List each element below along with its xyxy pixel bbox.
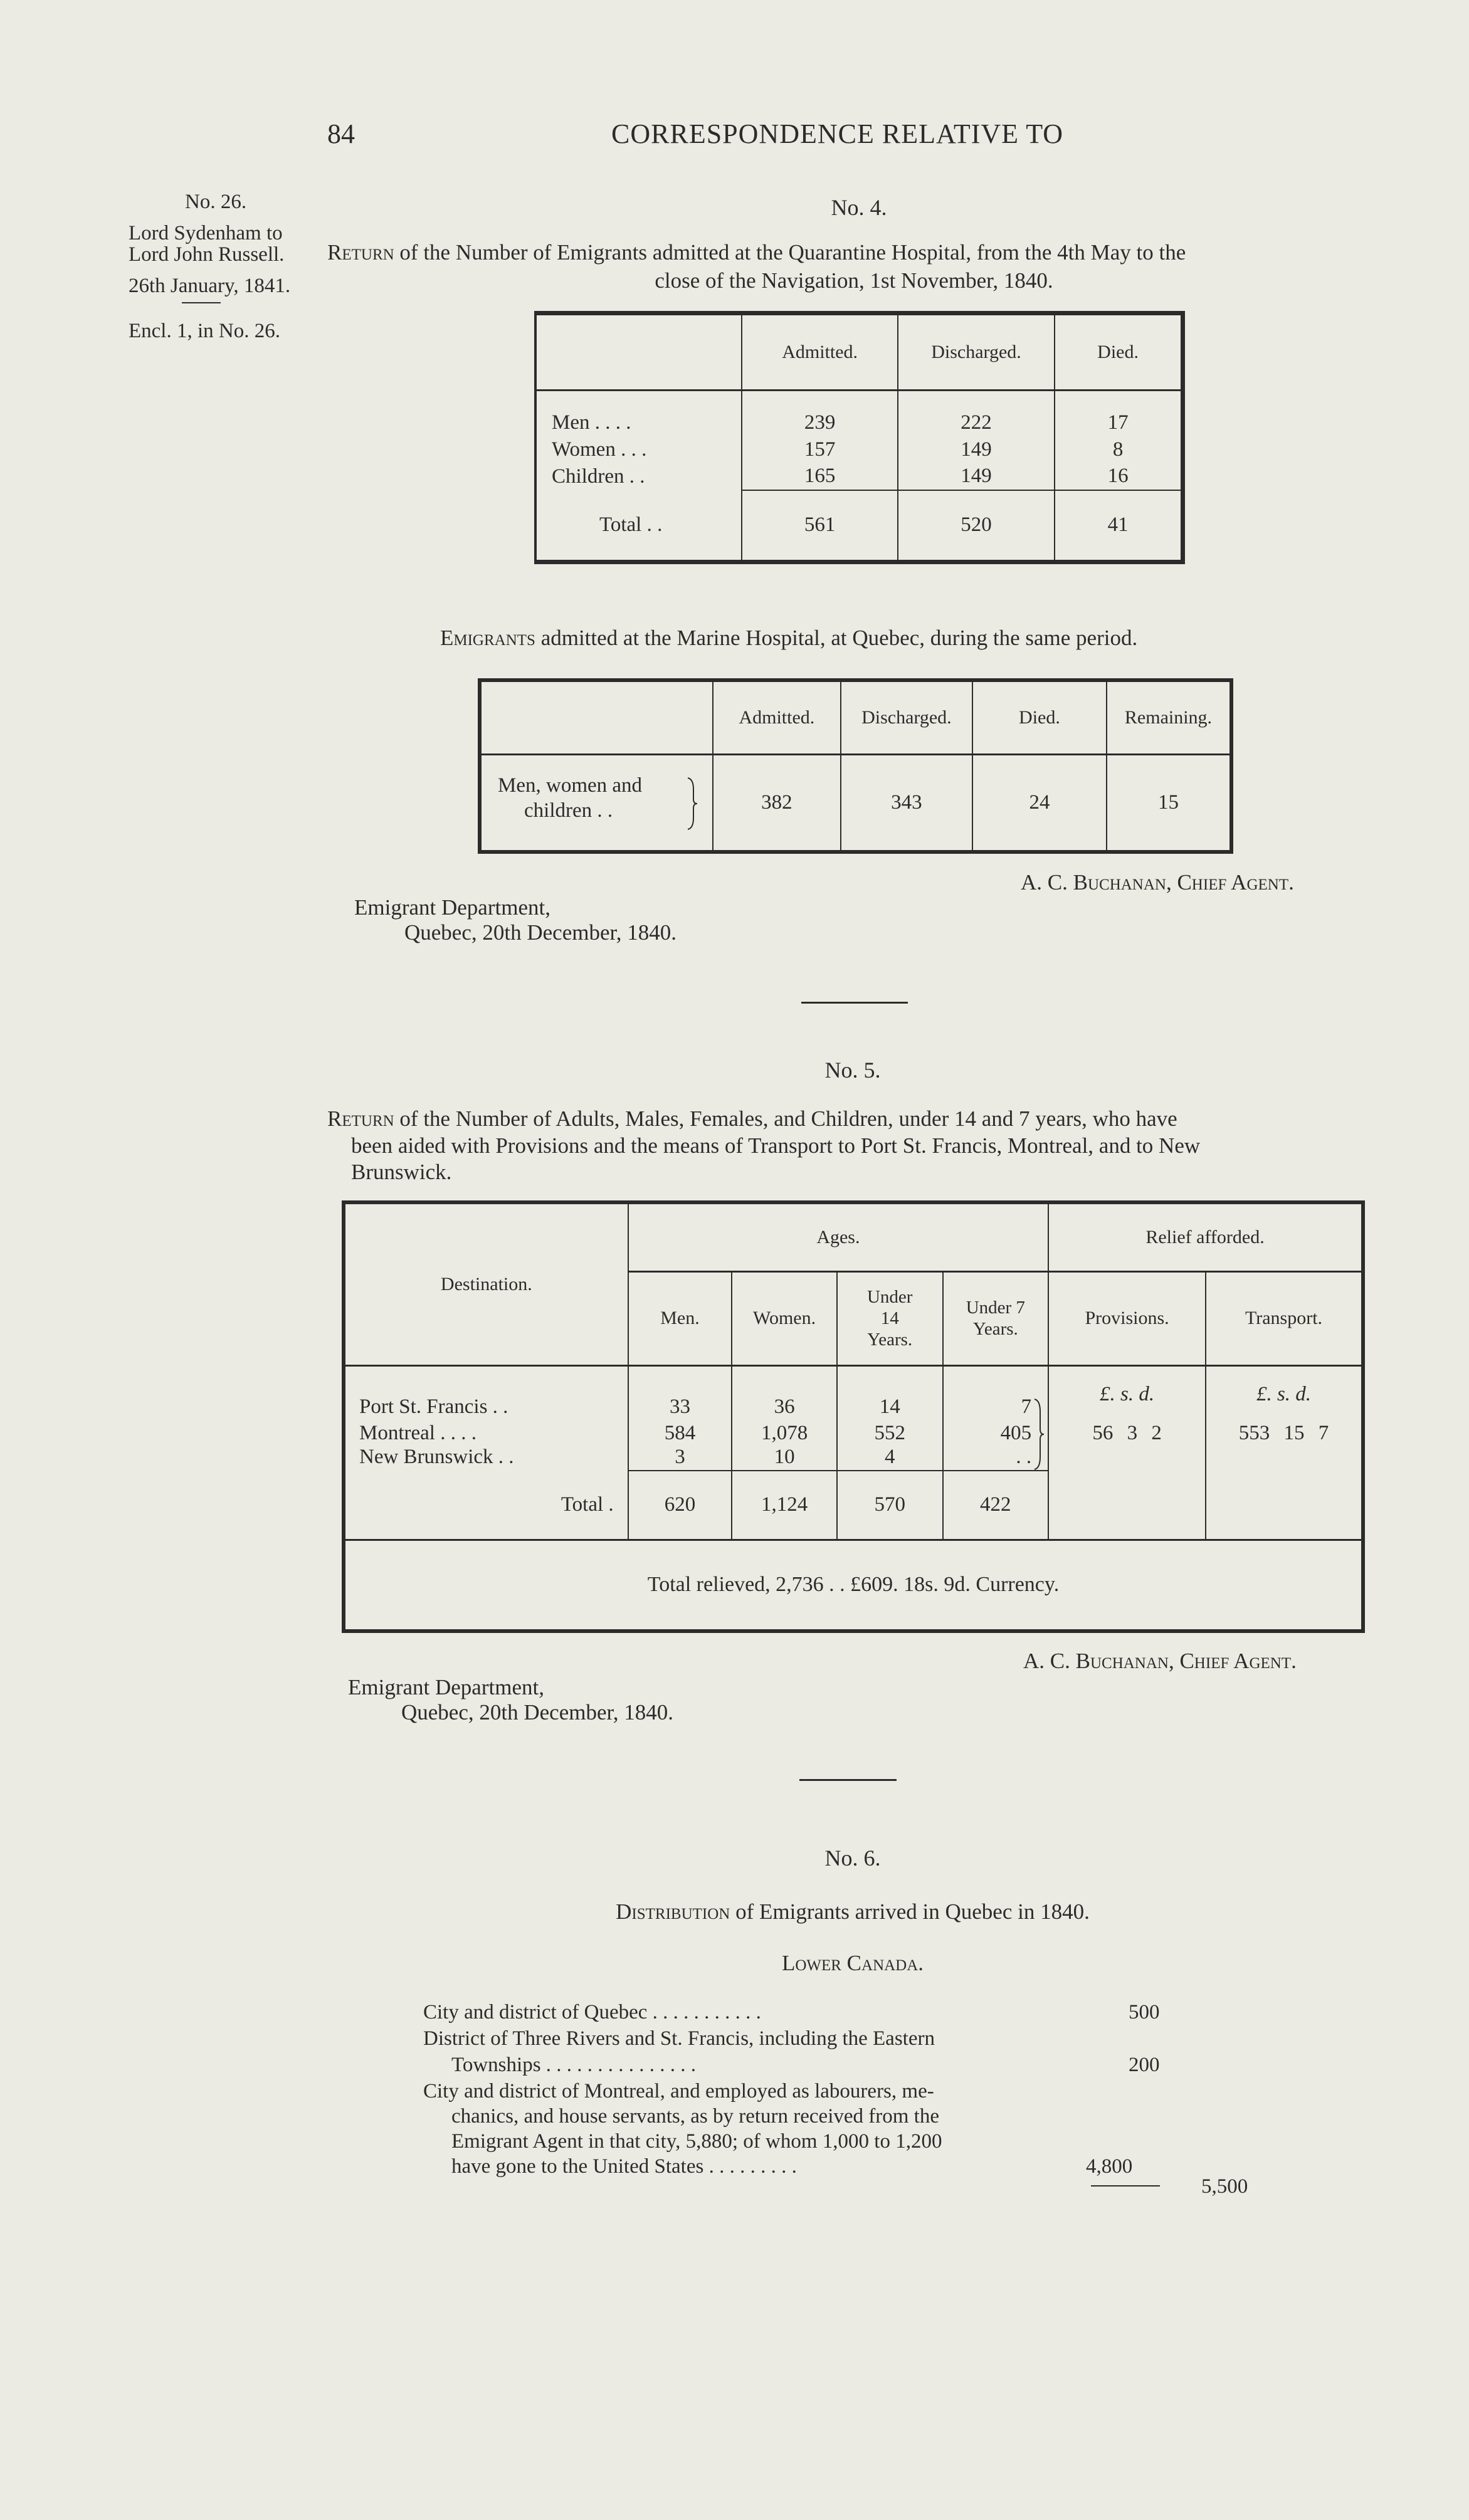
t2-remaining: 15 [1107,754,1231,852]
t3-transport-units: £. s. d. [1256,1382,1312,1405]
t1-women-died: 8 [1055,436,1182,463]
t3-men-col [628,1365,732,1471]
t3-row-total [344,1471,1363,1540]
t3-label-port-st-francis: Port St. Francis . . [359,1395,508,1418]
t3-provisions-value: 56 3 2 [1092,1421,1162,1444]
t3-total-under7: 422 [943,1471,1049,1540]
margin-enclosure: Encl. 1, in No. 26. [129,320,280,342]
t2-died: 24 [972,754,1107,852]
t3-footer: Total relieved, 2,736 . . £609. 18s. 9d. Currency. [647,1573,1060,1597]
t3-header-destination: Destination. [344,1202,628,1365]
section5-number: No. 5. [824,1058,881,1083]
margin-doc-number: No. 26. [185,191,247,213]
t3-under14-nb: 4 [884,1445,895,1468]
running-title: CORRESPONDENCE RELATIVE TO [611,118,1064,149]
marine-caption-text: admitted at the Marine Hospital, at Quebec, during the same period. [535,626,1138,650]
section4-dept-line2: Quebec, 20th December, 1840. [404,920,677,945]
section-divider-2 [799,1779,897,1781]
section6-caption-text: of Emigrants arrived in Quebec in 1840. [730,1899,1090,1924]
section4-caption-line2: close of the Navigation, 1st November, 1840. [655,268,1053,293]
dist-line-three-rivers: District of Three Rivers and St. Francis, including the Eastern [423,2027,935,2050]
section6-subhead: Lower Canada. [781,1951,924,1975]
dist-total: 5,500 [1201,2175,1248,2198]
t2-discharged: 343 [841,754,972,852]
section5-dept-line1: Emigrant Department, [348,1675,544,1699]
quarantine-table [534,311,1185,564]
t3-labels [344,1365,628,1471]
t3-under7-nb: . . [1016,1445,1032,1468]
t1-row-men [535,409,1183,436]
dist-sum-rule [1091,2185,1160,2187]
t3-transport-col [1206,1365,1363,1471]
t2-header-died: Died. [972,680,1107,754]
t3-header-transport: Transport. [1206,1271,1363,1365]
dist-line-montreal-4: have gone to the United States . . . . . . . . . [451,2155,797,2178]
t1-label-men: Men . . . . [552,411,631,434]
t3-total-provisions-empty [1048,1471,1206,1540]
margin-from: Lord Sydenham to [129,222,283,244]
t1-label-total: Total . . [599,513,663,536]
t2-row [480,754,1231,852]
t1-label-children: Children . . [552,465,645,488]
section6-caption [439,1899,1266,1924]
t1-row-total [535,490,1183,562]
t3-under14-montreal: 552 [874,1421,905,1444]
t3-women-nb: 10 [774,1445,795,1468]
dist-line-townships: Townships . . . . . . . . . . . . . . . [451,2054,697,2076]
t1-children-admitted: 165 [742,463,897,490]
section-divider [801,1002,908,1004]
dist-value-townships: 200 [1129,2054,1160,2076]
t3-footer-row [344,1540,1363,1631]
t1-total-admitted: 561 [742,490,897,562]
t1-row-children [535,463,1183,490]
t1-header-admitted: Admitted. [742,313,897,391]
t3-under14-port: 14 [879,1395,900,1418]
dist-line-quebec: City and district of Quebec . . . . . . . . . . . [423,2001,761,2024]
section5-caption-text: of the Number of Adults, Males, Females, and Children, under 14 and 7 years, who have [394,1106,1177,1131]
t3-header-women: Women. [732,1271,837,1365]
t1-men-died: 17 [1055,409,1182,436]
section4-signature: A. C. Buchanan, Chief Agent. [1021,870,1294,895]
t3-body [344,1365,1363,1471]
t3-total-under14: 570 [837,1471,943,1540]
t1-women-admitted: 157 [742,436,897,463]
section4-caption-text: of the Number of Emigrants admitted at the Quarantine Hospital, from the 4th May to the [394,240,1186,265]
t2-label-line1: Men, women and [498,774,643,797]
marine-caption [440,626,1137,651]
t3-men-port: 33 [669,1395,690,1418]
t3-header-under14: Under 14 Years. [837,1271,943,1365]
t2-row-label [480,754,713,852]
t3-header-ages: Ages. [628,1202,1048,1271]
section5-caption-lead: Return [327,1106,394,1131]
t3-total-women: 1,124 [732,1471,837,1540]
section5-caption-line3: Brunswick. [351,1160,452,1184]
t3-men-nb: 3 [675,1445,685,1468]
t2-brace-icon [686,777,698,831]
t1-header-discharged: Discharged. [898,313,1055,391]
t3-under7-col [943,1365,1049,1471]
t1-header-died: Died. [1055,313,1182,391]
t3-under7-montreal: 405 [1000,1421,1032,1444]
dist-value-quebec: 500 [1129,2001,1160,2024]
t3-header-men: Men. [628,1271,732,1365]
section5-signature: A. C. Buchanan, Chief Agent. [1023,1649,1297,1673]
t2-corner [480,680,713,754]
margin-date: 26th January, 1841. [129,275,291,297]
dist-value-montreal: 4,800 [1086,2155,1133,2178]
section5-caption-line2: been aided with Provisions and the means of Transport to Port St. Francis, Montreal, and to New [351,1133,1201,1158]
t3-label-total: Total . [344,1471,628,1540]
t3-women-montreal: 1,078 [761,1421,808,1444]
t1-corner [535,313,742,391]
margin-to: Lord John Russell. [129,243,285,266]
t3-provisions-col [1048,1365,1206,1471]
t3-women-port: 36 [774,1395,795,1418]
section5-caption-line1 [327,1106,1177,1131]
t1-row-women [535,436,1183,463]
t1-children-discharged: 149 [898,463,1055,490]
section5-dept-line2: Quebec, 20th December, 1840. [401,1700,673,1725]
section4-caption-line1 [327,240,1186,265]
t3-total-men: 620 [628,1471,732,1540]
t3-total-transport-empty [1206,1471,1363,1540]
t3-under7-port: 7 [1021,1395,1032,1418]
t3-header-under7: Under 7 Years. [943,1271,1049,1365]
dist-line-montreal-2: chanics, and house servants, as by return received from the [451,2105,939,2128]
page-number: 84 [327,118,355,149]
t2-header-discharged: Discharged. [841,680,972,754]
t3-men-montreal: 584 [664,1421,696,1444]
marine-caption-lead: Emigrants [440,626,535,650]
t2-label-line2: children . . [524,799,613,822]
section6-number: No. 6. [824,1845,881,1871]
t3-women-col [732,1365,837,1471]
t3-under14-col [837,1365,943,1471]
marine-table [478,678,1233,854]
section4-caption-lead: Return [327,240,394,265]
section4-number: No. 4. [831,195,887,220]
dist-line-montreal-3: Emigrant Agent in that city, 5,880; of whom 1,000 to 1,200 [451,2130,942,2153]
section6-caption-lead: Distribution [616,1899,730,1924]
t2-header-remaining: Remaining. [1107,680,1231,754]
t2-header-admitted: Admitted. [713,680,841,754]
t3-label-new-brunswick: New Brunswick . . [359,1445,514,1468]
dist-line-montreal-1: City and district of Montreal, and employed as labourers, me- [423,2080,934,2103]
t1-total-died: 41 [1055,490,1182,562]
t3-brace-icon [1033,1398,1045,1471]
section4-dept-line1: Emigrant Department, [354,895,550,920]
relief-table [342,1200,1365,1633]
t1-men-admitted: 239 [742,409,897,436]
t1-total-discharged: 520 [898,490,1055,562]
margin-rule [182,302,221,303]
t1-women-discharged: 149 [898,436,1055,463]
t3-provisions-units: £. s. d. [1100,1382,1155,1405]
t3-header-provisions: Provisions. [1048,1271,1206,1365]
t1-label-women: Women . . . [552,438,647,461]
t3-transport-value: 553 15 7 [1238,1421,1329,1444]
t1-children-died: 16 [1055,463,1182,490]
t3-label-montreal: Montreal . . . . [359,1421,477,1444]
t1-men-discharged: 222 [898,409,1055,436]
t2-admitted: 382 [713,754,841,852]
t3-header-relief: Relief afforded. [1048,1202,1363,1271]
